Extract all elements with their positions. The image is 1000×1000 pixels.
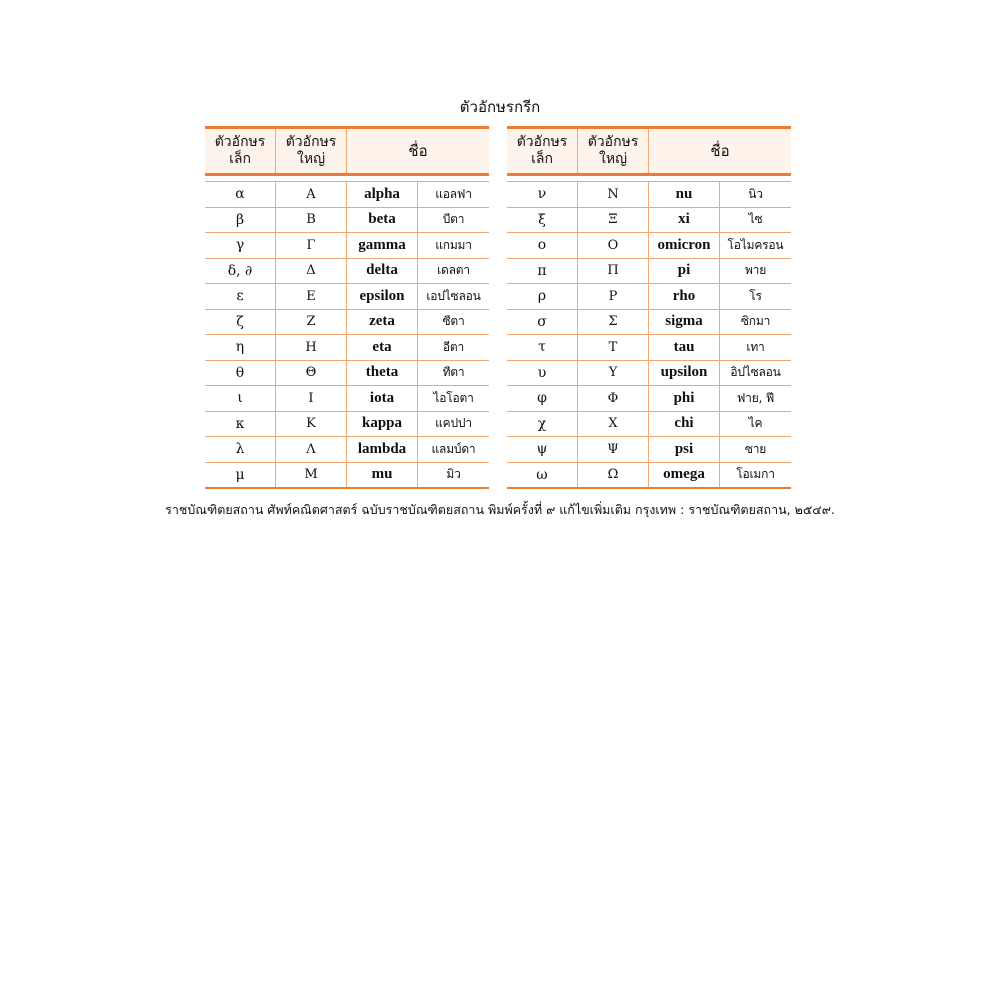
lowercase-letter: π	[507, 259, 578, 284]
table-row	[507, 463, 791, 490]
header-lowercase: ตัวอักษร เล็ก	[507, 129, 578, 173]
english-name: phi	[649, 386, 720, 411]
table-row	[507, 437, 791, 463]
table-row	[205, 208, 489, 234]
table-row	[507, 412, 791, 438]
thai-name: เดลตา	[437, 263, 470, 278]
uppercase-letter: Κ	[276, 412, 347, 437]
uppercase-letter: Η	[276, 335, 347, 360]
table-row	[507, 284, 791, 310]
uppercase-letter: Ρ	[578, 284, 649, 309]
thai-name: ฟาย, ฟี	[736, 390, 775, 405]
english-name: omega	[649, 463, 720, 488]
lowercase-letter: χ	[507, 412, 578, 437]
thai-name: ไซ	[748, 212, 763, 227]
lowercase-letter: ω	[507, 463, 578, 488]
uppercase-letter: Ο	[578, 233, 649, 258]
thai-name: อีตา	[442, 339, 465, 354]
uppercase-letter: Ω	[578, 463, 649, 488]
thai-name: แอลฟา	[435, 186, 472, 201]
lowercase-letter: υ	[507, 361, 578, 386]
uppercase-letter: Σ	[578, 310, 649, 335]
table-row	[507, 386, 791, 412]
thai-name: เทา	[746, 339, 765, 354]
thai-name: โอไมครอน	[727, 237, 784, 252]
uppercase-letter: Λ	[276, 437, 347, 462]
table-row	[205, 284, 489, 310]
lowercase-letter: ι	[205, 386, 276, 411]
thai-name: ไอโอตา	[433, 390, 474, 405]
greek-table-right	[507, 126, 791, 489]
table-row	[205, 463, 489, 490]
greek-table-left	[205, 126, 489, 489]
thai-name: โอเมกา	[736, 467, 775, 482]
english-name: rho	[649, 284, 720, 309]
english-name: pi	[649, 259, 720, 284]
english-name: kappa	[347, 412, 418, 437]
english-name: mu	[347, 463, 418, 488]
uppercase-letter: Γ	[276, 233, 347, 258]
lowercase-letter: γ	[205, 233, 276, 258]
table-row	[205, 386, 489, 412]
uppercase-letter: Δ	[276, 259, 347, 284]
thai-name: แคปปา	[435, 416, 472, 431]
uppercase-letter: Π	[578, 259, 649, 284]
table-row	[205, 335, 489, 361]
table-row	[205, 182, 489, 208]
table-row	[205, 310, 489, 336]
lowercase-letter: ξ	[507, 208, 578, 233]
thai-name: มิว	[446, 467, 461, 482]
table-row	[205, 412, 489, 438]
table-row	[507, 233, 791, 259]
thai-name: อิปไซลอน	[730, 365, 781, 380]
english-name: xi	[649, 208, 720, 233]
lowercase-letter: ε	[205, 284, 276, 309]
english-name: delta	[347, 259, 418, 284]
english-name: chi	[649, 412, 720, 437]
lowercase-letter: α	[205, 182, 276, 207]
english-name: lambda	[347, 437, 418, 462]
uppercase-letter: Χ	[578, 412, 649, 437]
english-name: gamma	[347, 233, 418, 258]
uppercase-letter: Υ	[578, 361, 649, 386]
thai-name: ซีตา	[442, 314, 465, 329]
table-row	[507, 208, 791, 234]
uppercase-letter: Β	[276, 208, 347, 233]
thai-name: พาย	[744, 263, 767, 278]
table-body	[507, 182, 791, 489]
uppercase-letter: Ψ	[578, 437, 649, 462]
english-name: epsilon	[347, 284, 418, 309]
table-header	[205, 129, 489, 176]
english-name: omicron	[649, 233, 720, 258]
uppercase-letter: Ν	[578, 182, 649, 207]
english-name: nu	[649, 182, 720, 207]
table-row	[507, 335, 791, 361]
lowercase-letter: θ	[205, 361, 276, 386]
uppercase-letter: Θ	[276, 361, 347, 386]
uppercase-letter: Ε	[276, 284, 347, 309]
thai-name: แลมบ์ดา	[431, 441, 476, 456]
header-lowercase: ตัวอักษร เล็ก	[205, 129, 276, 173]
english-name: eta	[347, 335, 418, 360]
thai-name: ซิกมา	[740, 314, 771, 329]
uppercase-letter: Ξ	[578, 208, 649, 233]
lowercase-letter: ρ	[507, 284, 578, 309]
lowercase-letter: ν	[507, 182, 578, 207]
table-row	[205, 233, 489, 259]
lowercase-letter: κ	[205, 412, 276, 437]
thai-name: ไค	[748, 416, 763, 431]
header-uppercase: ตัวอักษร ใหญ่	[578, 129, 649, 173]
table-row	[507, 259, 791, 285]
table-row	[507, 182, 791, 208]
thai-name: ซาย	[744, 441, 767, 456]
english-name: psi	[649, 437, 720, 462]
lowercase-letter: ψ	[507, 437, 578, 462]
lowercase-letter: η	[205, 335, 276, 360]
header-name: ชื่อ	[408, 141, 428, 160]
source-citation: ราชบัณฑิตยสถาน ศัพท์คณิตศาสตร์ ฉบับราชบัณฑิตยสถาน พิมพ์ครั้งที่ ๙ แก้ไขเพิ่มเติม กรุงเทพ : ราชบัณฑิตยสถาน, ๒๕๔๙.	[165, 502, 835, 517]
uppercase-letter: Ι	[276, 386, 347, 411]
thai-name: เอปไซลอน	[426, 288, 481, 303]
lowercase-letter: β	[205, 208, 276, 233]
lowercase-letter: δ, ∂	[205, 259, 276, 284]
table-row	[205, 361, 489, 387]
table-row	[205, 437, 489, 463]
uppercase-letter: Μ	[276, 463, 347, 488]
english-name: beta	[347, 208, 418, 233]
table-header	[507, 129, 791, 176]
english-name: alpha	[347, 182, 418, 207]
uppercase-letter: Α	[276, 182, 347, 207]
uppercase-letter: Τ	[578, 335, 649, 360]
english-name: zeta	[347, 310, 418, 335]
english-name: sigma	[649, 310, 720, 335]
lowercase-letter: ζ	[205, 310, 276, 335]
english-name: upsilon	[649, 361, 720, 386]
thai-name: บีตา	[442, 212, 465, 227]
lowercase-letter: φ	[507, 386, 578, 411]
table-row	[205, 259, 489, 285]
table-body	[205, 182, 489, 489]
english-name: iota	[347, 386, 418, 411]
table-row	[507, 310, 791, 336]
english-name: tau	[649, 335, 720, 360]
header-name: ชื่อ	[710, 141, 730, 160]
page-title: ตัวอักษรกรีก	[459, 98, 541, 116]
header-uppercase: ตัวอักษร ใหญ่	[276, 129, 347, 173]
lowercase-letter: σ	[507, 310, 578, 335]
thai-name: โร	[749, 288, 762, 303]
thai-name: ทีตา	[442, 365, 465, 380]
lowercase-letter: μ	[205, 463, 276, 488]
table-row	[507, 361, 791, 387]
lowercase-letter: λ	[205, 437, 276, 462]
thai-name: แกมมา	[435, 237, 472, 252]
english-name: theta	[347, 361, 418, 386]
thai-name: นิว	[748, 186, 763, 201]
lowercase-letter: ο	[507, 233, 578, 258]
uppercase-letter: Φ	[578, 386, 649, 411]
lowercase-letter: τ	[507, 335, 578, 360]
uppercase-letter: Ζ	[276, 310, 347, 335]
